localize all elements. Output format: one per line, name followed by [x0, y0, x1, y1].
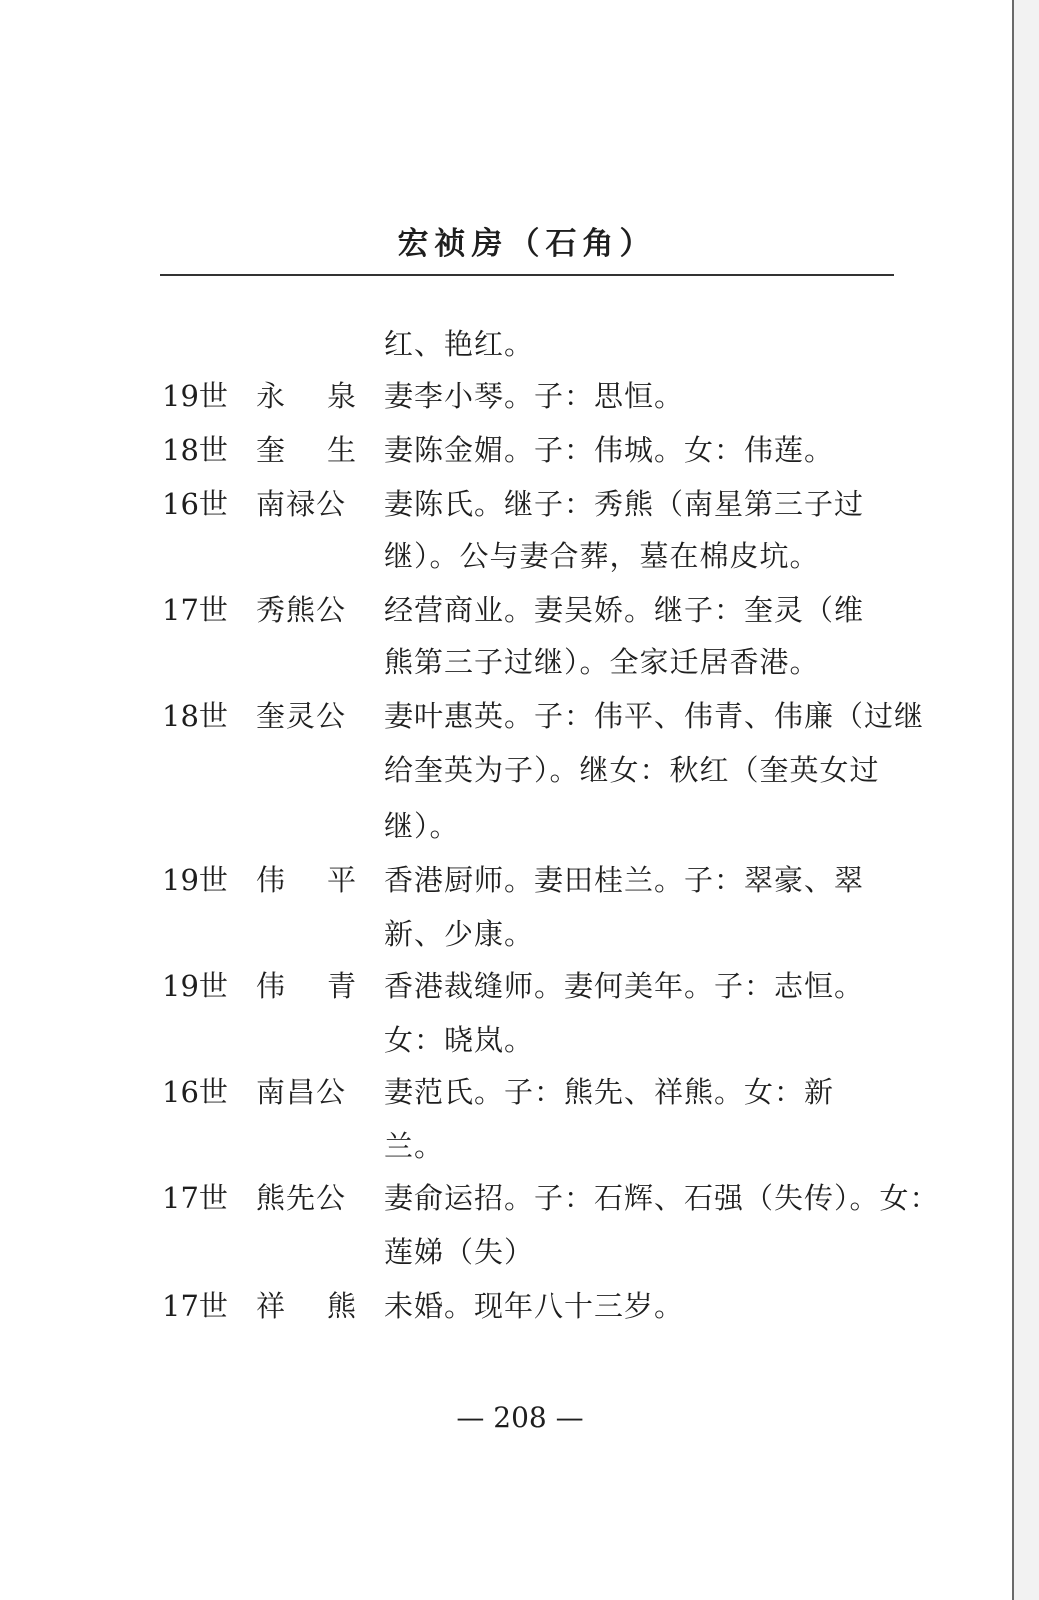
entry-generation: 18世 [162, 699, 228, 733]
entry-text-line: 妻俞运招。子：石辉、石强（失传）。女： [384, 1181, 940, 1215]
entry-name-char: 祥 [256, 1289, 286, 1323]
entry-text-line: 妻陈氏。继子：秀熊（南星第三子过 [384, 487, 865, 521]
entry-name-char: 永 [256, 379, 286, 413]
page-edge [1012, 0, 1039, 1600]
entry-text-line: 妻陈金媚。子：伟城。女：伟莲。 [384, 433, 835, 467]
page-header-title: 宏祯房（石角） [397, 226, 657, 262]
page-number: — 208 — [456, 1401, 584, 1434]
entry-generation: 19世 [162, 969, 228, 1003]
entry-name: 南昌公 [256, 1075, 347, 1109]
entry-name-char: 伟 [256, 863, 286, 897]
entry-text-line: 继）。公与妻合葬，墓在棉皮坑。 [384, 539, 820, 573]
entry-text-line: 给奎英为子）。继女：秋红（奎英女过 [384, 753, 880, 787]
entry-text-line: 新、少康。 [384, 917, 535, 951]
entry-name-char: 青 [326, 969, 356, 1003]
entry-text-line: 经营商业。妻吴娇。继子：奎灵（维 [384, 593, 865, 627]
entry-name [256, 374, 356, 418]
entry-generation: 17世 [162, 1289, 228, 1323]
entry-generation: 17世 [162, 593, 228, 627]
entry-name: 熊先公 [256, 1181, 347, 1215]
entry-text-line: 妻李小琴。子：思恒。 [384, 379, 685, 413]
entry-text-line: 香港厨师。妻田桂兰。子：翠豪、翠 [384, 863, 865, 897]
entry-generation: 16世 [162, 487, 228, 521]
entry-text-line: 女：晓岚。 [384, 1023, 535, 1057]
entry-text-line: 继）。 [384, 809, 460, 843]
entry-name: 南禄公 [256, 487, 347, 521]
entry-name: 奎灵公 [256, 699, 347, 733]
entry-text-line: 妻叶惠英。子：伟平、伟青、伟廉（过继 [384, 699, 925, 733]
entry-generation: 18世 [162, 433, 228, 467]
entry-name-char: 伟 [256, 969, 286, 1003]
entry-text-line: 未婚。现年八十三岁。 [384, 1289, 685, 1323]
entry-name-char: 奎 [256, 433, 286, 467]
entry-name: 秀熊公 [256, 593, 347, 627]
entry-text-line: 红、艳红。 [384, 327, 535, 361]
entry-name [256, 964, 356, 1008]
entry-name [256, 428, 356, 472]
entry-name-char: 生 [326, 433, 356, 467]
entry-name [256, 1284, 356, 1328]
entry-text-line: 兰。 [384, 1129, 445, 1163]
entry-text-line: 熊第三子过继）。全家迁居香港。 [384, 645, 820, 679]
entry-generation: 19世 [162, 863, 228, 897]
entry-generation: 17世 [162, 1181, 228, 1215]
entry-text-line: 莲娣（失） [384, 1235, 535, 1269]
entry-generation: 16世 [162, 1075, 228, 1109]
entry-name-char: 熊 [326, 1289, 356, 1323]
entry-name-char: 泉 [326, 379, 356, 413]
entry-name [256, 858, 356, 902]
entry-generation: 19世 [162, 379, 228, 413]
entry-text-line: 香港裁缝师。妻何美年。子：志恒。 [384, 969, 865, 1003]
entry-text-line: 妻范氏。子：熊先、祥熊。女：新 [384, 1075, 835, 1109]
entry-name-char: 平 [326, 863, 356, 897]
